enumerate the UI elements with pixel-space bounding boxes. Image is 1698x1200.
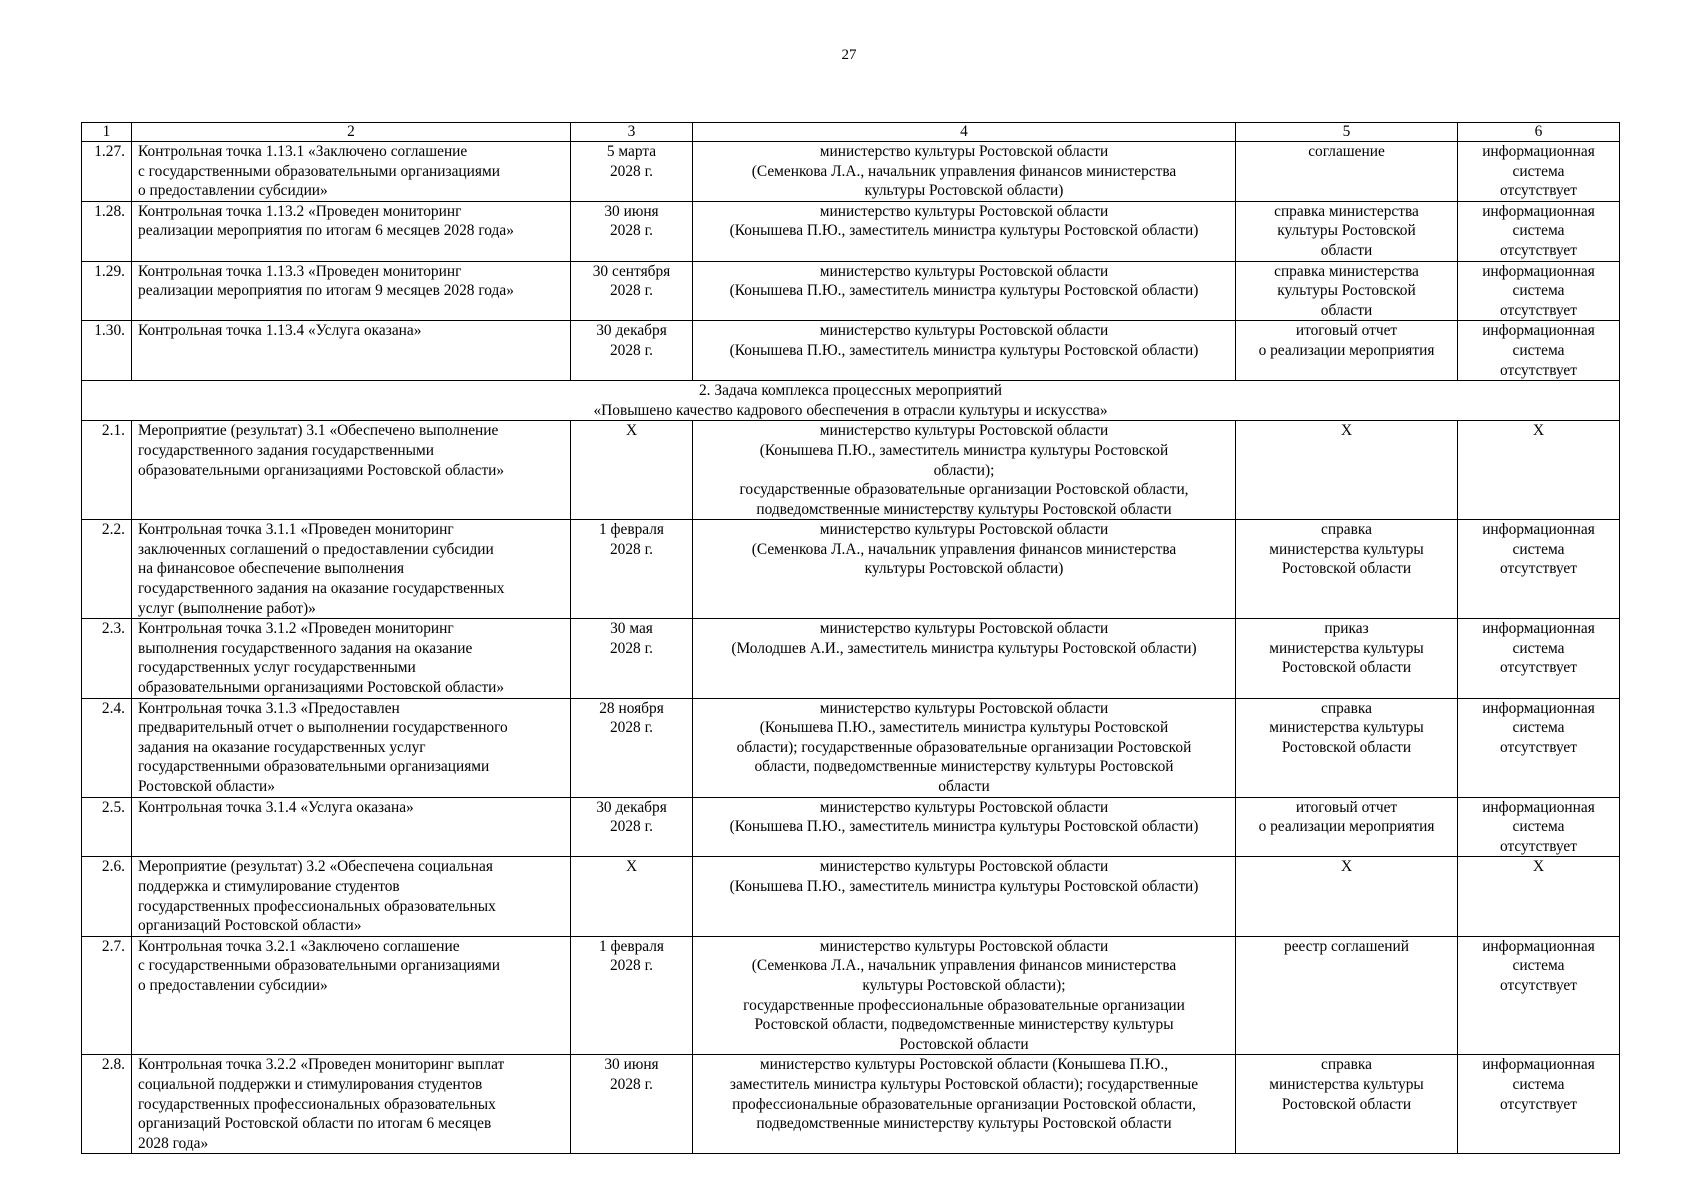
row-info-system — [1458, 857, 1620, 936]
row-name — [132, 797, 571, 857]
row-number-text: 2.1. — [101, 422, 125, 440]
row-document — [1236, 619, 1458, 698]
section-heading-line2: «Повышено качество кадрового обеспечения в отрасли культуры и искусства» — [593, 401, 1108, 419]
table-row — [82, 321, 1620, 381]
table-row — [82, 857, 1620, 936]
row-date — [571, 936, 693, 1055]
section-row — [82, 381, 1620, 421]
row-date — [571, 1055, 693, 1154]
table-row — [82, 201, 1620, 261]
header-cell-6: 6 — [1458, 123, 1620, 142]
section-heading-line1: 2. Задача комплекса процессных мероприятий — [698, 382, 1003, 400]
row-number-text: 2.2. — [101, 521, 125, 539]
header-cell-4: 4 — [693, 123, 1236, 142]
table-row — [82, 797, 1620, 857]
table-row — [82, 619, 1620, 698]
row-date — [571, 698, 693, 797]
row-info-system-text: информационная система отсутствует — [1482, 798, 1595, 855]
row-number-text: 2.6. — [101, 858, 125, 876]
row-responsible — [693, 1055, 1236, 1154]
row-date-text: 28 ноября 2028 г. — [599, 699, 664, 737]
row-document-text: справка министерства культуры Ростовской области — [1269, 521, 1424, 578]
row-info-system — [1458, 201, 1620, 261]
row-info-system-text: информационная система отсутствует — [1482, 202, 1595, 259]
row-document-text: итоговый отчет о реализации мероприятия — [1258, 322, 1435, 359]
row-date-text: Х — [625, 422, 638, 440]
row-name — [132, 1055, 571, 1154]
row-number-text: 1.28. — [94, 202, 125, 220]
row-date-text: 30 декабря 2028 г. — [596, 322, 667, 359]
row-name — [132, 857, 571, 936]
row-info-system — [1458, 936, 1620, 1055]
row-date-text: 1 февраля 2028 г. — [598, 521, 665, 558]
row-responsible — [693, 936, 1236, 1055]
row-info-system-text: информационная система отсутствует — [1482, 937, 1595, 994]
header-cell-2: 2 — [132, 123, 571, 142]
row-date — [571, 797, 693, 857]
row-document-text: Х — [1340, 858, 1353, 876]
row-number — [82, 1055, 132, 1154]
row-document-text: Х — [1340, 422, 1353, 440]
row-document-text: справка министерства культуры Ростовской области — [1269, 699, 1424, 756]
row-responsible-text: министерство культуры Ростовской области (Семенкова Л.А., начальник управления финансов министерства культуры Ростовской области); государственные профессиональные образовательные организации Ростовской области, подведомственные министерству культуры Ростовской области — [743, 937, 1185, 1053]
row-number-text: 1.27. — [94, 143, 125, 160]
page-number: 27 — [841, 47, 857, 63]
row-number — [82, 421, 132, 520]
row-date-text: 30 июня 2028 г. — [604, 1056, 659, 1093]
row-date-text: 1 февраля 2028 г. — [598, 937, 665, 975]
row-date — [571, 857, 693, 936]
row-number-text: 2.8. — [101, 1056, 125, 1074]
row-responsible — [693, 321, 1236, 381]
row-number — [82, 857, 132, 936]
row-document — [1236, 936, 1458, 1055]
row-info-system — [1458, 321, 1620, 381]
row-info-system — [1458, 1055, 1620, 1154]
row-number — [82, 261, 132, 321]
row-number-text: 2.7. — [101, 937, 125, 955]
row-document — [1236, 201, 1458, 261]
row-number — [82, 142, 132, 202]
row-number — [82, 698, 132, 797]
table-row — [82, 1055, 1620, 1154]
row-document — [1236, 261, 1458, 321]
row-responsible-text: министерство культуры Ростовской области (Конышева П.Ю., заместитель министра культуры Ростовской области) — [729, 322, 1199, 359]
row-responsible — [693, 797, 1236, 857]
row-info-system — [1458, 261, 1620, 321]
row-document-text: приказ министерства культуры Ростовской области — [1269, 620, 1424, 677]
row-name-text: Контрольная точка 1.13.1 «Заключено соглашение с государственными образовательными организациями о предоставлении субсидии» — [138, 143, 500, 200]
row-number — [82, 201, 132, 261]
row-date-text: 30 июня 2028 г. — [604, 202, 659, 240]
row-number-text: 2.5. — [101, 798, 125, 816]
row-name-text: Контрольная точка 3.1.4 «Услуга оказана» — [138, 798, 414, 816]
row-info-system — [1458, 619, 1620, 698]
row-responsible — [693, 857, 1236, 936]
row-document — [1236, 321, 1458, 381]
row-date — [571, 261, 693, 321]
row-responsible-text: министерство культуры Ростовской области (Семенкова Л.А., начальник управления финансов министерства культуры Ростовской области) — [751, 143, 1177, 200]
row-info-system-text: информационная система отсутствует — [1482, 322, 1595, 379]
table-row — [82, 520, 1620, 619]
row-info-system-text: Х — [1532, 858, 1545, 876]
row-date — [571, 201, 693, 261]
row-document-text: справка министерства культуры Ростовской области — [1274, 262, 1419, 319]
table-row — [82, 261, 1620, 321]
row-responsible — [693, 698, 1236, 797]
row-document-text: реестр соглашений — [1284, 937, 1409, 955]
row-date-text: 30 сентября 2028 г. — [592, 262, 671, 300]
row-name — [132, 201, 571, 261]
row-responsible-text: министерство культуры Ростовской области (Конышева П.Ю., заместитель министра культуры Ростовской области) — [729, 262, 1199, 300]
row-document-text: справка министерства культуры Ростовской области — [1274, 202, 1419, 259]
row-date — [571, 619, 693, 698]
row-number-text: 1.29. — [94, 262, 125, 280]
row-number — [82, 520, 132, 619]
row-name — [132, 321, 571, 381]
row-date-text: Х — [625, 858, 638, 876]
row-name-text: Контрольная точка 3.2.2 «Проведен мониторинг выплат социальной поддержки и стимулирования студентов государственных профессиональных образовательных организаций Ростовской области по итогам 6 месяцев 2028 года» — [138, 1056, 505, 1152]
row-document — [1236, 421, 1458, 520]
row-responsible-text: министерство культуры Ростовской области (Конышева П.Ю., заместитель министра культуры Ростовской области); государственные профессиональные образовательные организации Ростовской области, подведомственные министерству культуры Ростовской области — [729, 1056, 1199, 1133]
row-document-text: соглашение — [1308, 143, 1385, 160]
plan-table — [81, 122, 1620, 1154]
row-responsible — [693, 619, 1236, 698]
row-info-system-text: информационная система отсутствует — [1482, 262, 1595, 319]
row-date-text: 5 марта 2028 г. — [606, 143, 657, 180]
row-document — [1236, 698, 1458, 797]
header-cell-3: 3 — [571, 123, 693, 142]
row-document-text: итоговый отчет о реализации мероприятия — [1258, 798, 1435, 836]
row-document — [1236, 857, 1458, 936]
row-name — [132, 421, 571, 520]
row-name-text: Контрольная точка 3.2.1 «Заключено соглашение с государственными образовательными организациями о предоставлении субсидии» — [138, 937, 500, 994]
row-name-text: Контрольная точка 1.13.3 «Проведен мониторинг реализации мероприятия по итогам 9 месяцев 2028 года» — [138, 262, 514, 300]
row-responsible-text: министерство культуры Ростовской области (Конышева П.Ю., заместитель министра культуры Ростовской области); государственные образовательные организации Ростовской области, подведомственные министерству культуры Ростовской области — [736, 699, 1192, 795]
row-number — [82, 321, 132, 381]
row-date — [571, 321, 693, 381]
row-date-text: 30 мая 2028 г. — [609, 620, 654, 657]
row-name-text: Контрольная точка 1.13.2 «Проведен мониторинг реализации мероприятия по итогам 6 месяцев 2028 года» — [138, 202, 514, 240]
header-row — [82, 123, 1620, 142]
row-name — [132, 142, 571, 202]
section-heading — [82, 381, 1620, 421]
row-name-text: Мероприятие (результат) 3.1 «Обеспечено выполнение государственного задания государственными образовательными организациями Ростовской области» — [138, 422, 505, 479]
row-name — [132, 936, 571, 1055]
row-document-text: справка министерства культуры Ростовской области — [1269, 1056, 1424, 1113]
row-name — [132, 698, 571, 797]
header-cell-5: 5 — [1236, 123, 1458, 142]
row-document — [1236, 142, 1458, 202]
table-row — [82, 142, 1620, 202]
row-responsible-text: министерство культуры Ростовской области (Конышева П.Ю., заместитель министра культуры Ростовской области); государственные образовательные организации Ростовской области, подведомственные министерству культуры Ростовской области — [739, 422, 1189, 518]
row-document — [1236, 1055, 1458, 1154]
table-row — [82, 421, 1620, 520]
row-date — [571, 142, 693, 202]
row-info-system — [1458, 698, 1620, 797]
row-responsible-text: министерство культуры Ростовской области (Конышева П.Ю., заместитель министра культуры Ростовской области) — [729, 798, 1199, 836]
row-number-text: 2.3. — [101, 620, 125, 638]
row-name-text: Контрольная точка 3.1.2 «Проведен мониторинг выполнения государственного задания на оказание государственных услуг государственными образовательными организациями Ростовской области» — [138, 620, 505, 697]
row-info-system — [1458, 797, 1620, 857]
row-info-system-text: информационная система отсутствует — [1482, 699, 1595, 756]
header-cell-1: 1 — [82, 123, 132, 142]
row-name — [132, 619, 571, 698]
row-responsible — [693, 261, 1236, 321]
row-document — [1236, 797, 1458, 857]
row-number-text: 2.4. — [101, 699, 125, 717]
row-responsible — [693, 520, 1236, 619]
row-info-system-text: Х — [1532, 422, 1545, 440]
row-responsible-text: министерство культуры Ростовской области (Конышева П.Ю., заместитель министра культуры Ростовской области) — [729, 202, 1199, 240]
row-responsible-text: министерство культуры Ростовской области (Молодшев А.И., заместитель министра культуры Ростовской области) — [731, 620, 1197, 657]
row-info-system-text: информационная система отсутствует — [1482, 521, 1595, 578]
row-number-text: 1.30. — [94, 322, 125, 340]
row-responsible-text: министерство культуры Ростовской области (Конышева П.Ю., заместитель министра культуры Ростовской области) — [729, 858, 1199, 895]
row-document — [1236, 520, 1458, 619]
row-name-text: Контрольная точка 3.1.1 «Проведен мониторинг заключенных соглашений о предоставлении субсидии на финансовое обеспечение выполнения государственного задания на оказание государственных услуг (выполнение работ)» — [138, 521, 505, 617]
row-info-system-text: информационная система отсутствует — [1482, 1056, 1595, 1113]
row-responsible-text: министерство культуры Ростовской области (Семенкова Л.А., начальник управления финансов министерства культуры Ростовской области) — [751, 521, 1177, 578]
row-name — [132, 520, 571, 619]
row-number — [82, 797, 132, 857]
row-info-system-text: информационная система отсутствует — [1482, 143, 1595, 200]
row-responsible — [693, 142, 1236, 202]
table-row — [82, 936, 1620, 1055]
row-name-text: Контрольная точка 1.13.4 «Услуга оказана» — [138, 322, 422, 340]
row-number — [82, 936, 132, 1055]
row-date — [571, 421, 693, 520]
row-date-text: 30 декабря 2028 г. — [596, 798, 667, 836]
row-name — [132, 261, 571, 321]
row-responsible — [693, 201, 1236, 261]
row-info-system — [1458, 520, 1620, 619]
row-number — [82, 619, 132, 698]
table-row — [82, 698, 1620, 797]
row-info-system-text: информационная система отсутствует — [1482, 620, 1595, 677]
row-responsible — [693, 421, 1236, 520]
row-info-system — [1458, 142, 1620, 202]
row-date — [571, 520, 693, 619]
row-name-text: Мероприятие (результат) 3.2 «Обеспечена социальная поддержка и стимулирование студентов государственных профессиональных образовательных организаций Ростовской области» — [138, 858, 496, 935]
row-info-system — [1458, 421, 1620, 520]
row-name-text: Контрольная точка 3.1.3 «Предоставлен предварительный отчет о выполнении государственного задания на оказание государственных услуг государственными образовательными организациями Ростовской области» — [138, 699, 508, 795]
